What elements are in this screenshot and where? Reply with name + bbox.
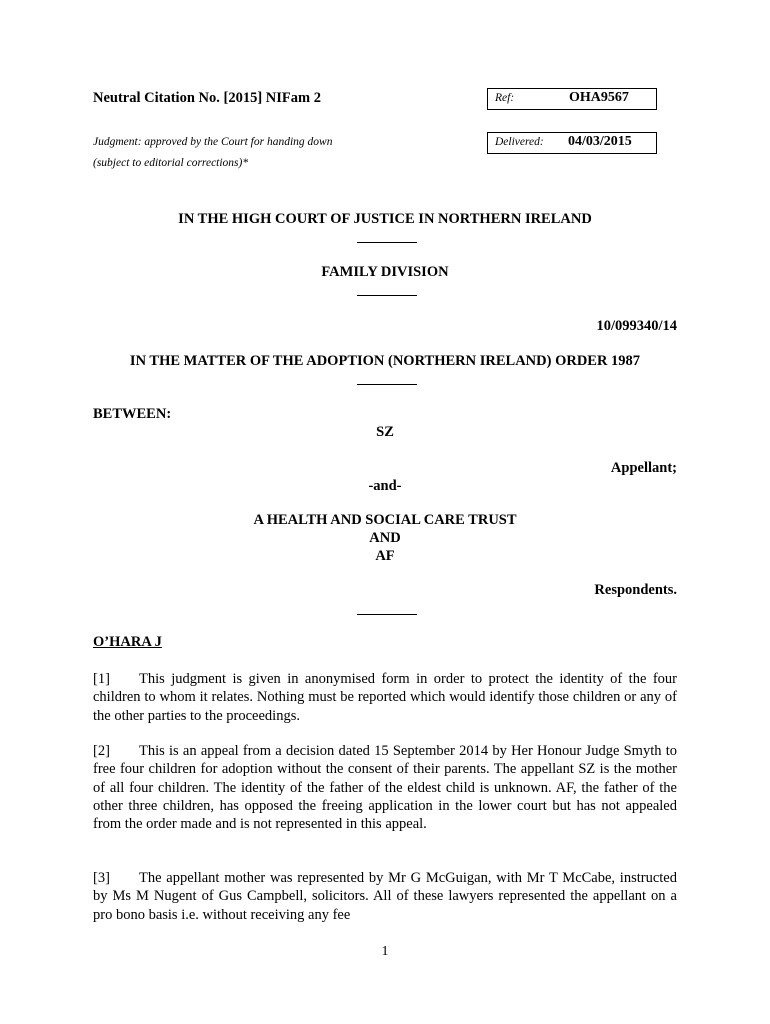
paragraph-text: This is an appeal from a decision dated 15 September 2014 by Her Honour Judge Smyth to free four children for adoption without the consent of their parents. The appellant SZ is the mother of all four children. The identity of the father of the eldest child is unknown. AF, the father of the other three children, has opposed the freeing application in the lower court but has not appealed from the order made and is not represented in this appeal. — [93, 743, 677, 833]
division-title: FAMILY DIVISION — [321, 264, 449, 280]
divider — [357, 295, 417, 296]
paragraph — [93, 869, 677, 924]
divider — [357, 384, 417, 385]
case-number: 10/099340/14 — [596, 318, 677, 334]
judge-name: O’HARA J — [93, 634, 162, 650]
page-number: 1 — [381, 944, 389, 959]
paragraph-text: This judgment is given in anonymised form in order to protect the identity of the four children to whom it relates. Nothing must be reported which would identify those children or any of the other parties to the proceedings. — [93, 671, 677, 724]
delivered-value: 04/03/2015 — [568, 134, 632, 149]
court-title: IN THE HIGH COURT OF JUSTICE IN NORTHERN IRELAND — [178, 211, 592, 227]
and-separator: -and- — [368, 478, 402, 494]
ref-box — [487, 88, 657, 110]
paragraph — [93, 670, 677, 725]
delivered-box — [487, 132, 657, 154]
ref-value: OHA9567 — [569, 90, 629, 105]
between-label: BETWEEN: — [93, 406, 172, 422]
ref-label: Ref: — [495, 92, 515, 104]
neutral-citation: Neutral Citation No. [2015] NIFam 2 — [93, 90, 321, 106]
respondent-2: AF — [375, 548, 395, 564]
appellant-role: Appellant; — [610, 460, 677, 476]
appellant-name: SZ — [376, 424, 394, 440]
matter-title: IN THE MATTER OF THE ADOPTION (NORTHERN IRELAND) ORDER 1987 — [129, 353, 641, 369]
paragraph-number: [3] — [93, 870, 110, 886]
paragraph-number: [2] — [93, 743, 110, 759]
paragraph-text: The appellant mother was represented by Mr G McGuigan, with Mr T McCabe, instructed by Ms M Nugent of Gus Campbell, solicitors. All of these lawyers represented the appellant on a pro bono basis i.e. without receiving any fee — [93, 870, 677, 923]
respondent-1: A HEALTH AND SOCIAL CARE TRUST — [253, 512, 517, 528]
judgment-note: Judgment: approved by the Court for handing down — [93, 136, 333, 148]
respondent-role: Respondents. — [594, 582, 677, 598]
divider — [357, 242, 417, 243]
respondent-and: AND — [369, 530, 401, 546]
delivered-label: Delivered: — [495, 136, 544, 148]
paragraph-number: [1] — [93, 671, 110, 687]
divider — [357, 614, 417, 615]
editorial-note: (subject to editorial corrections)* — [93, 157, 249, 169]
paragraph — [93, 742, 677, 833]
